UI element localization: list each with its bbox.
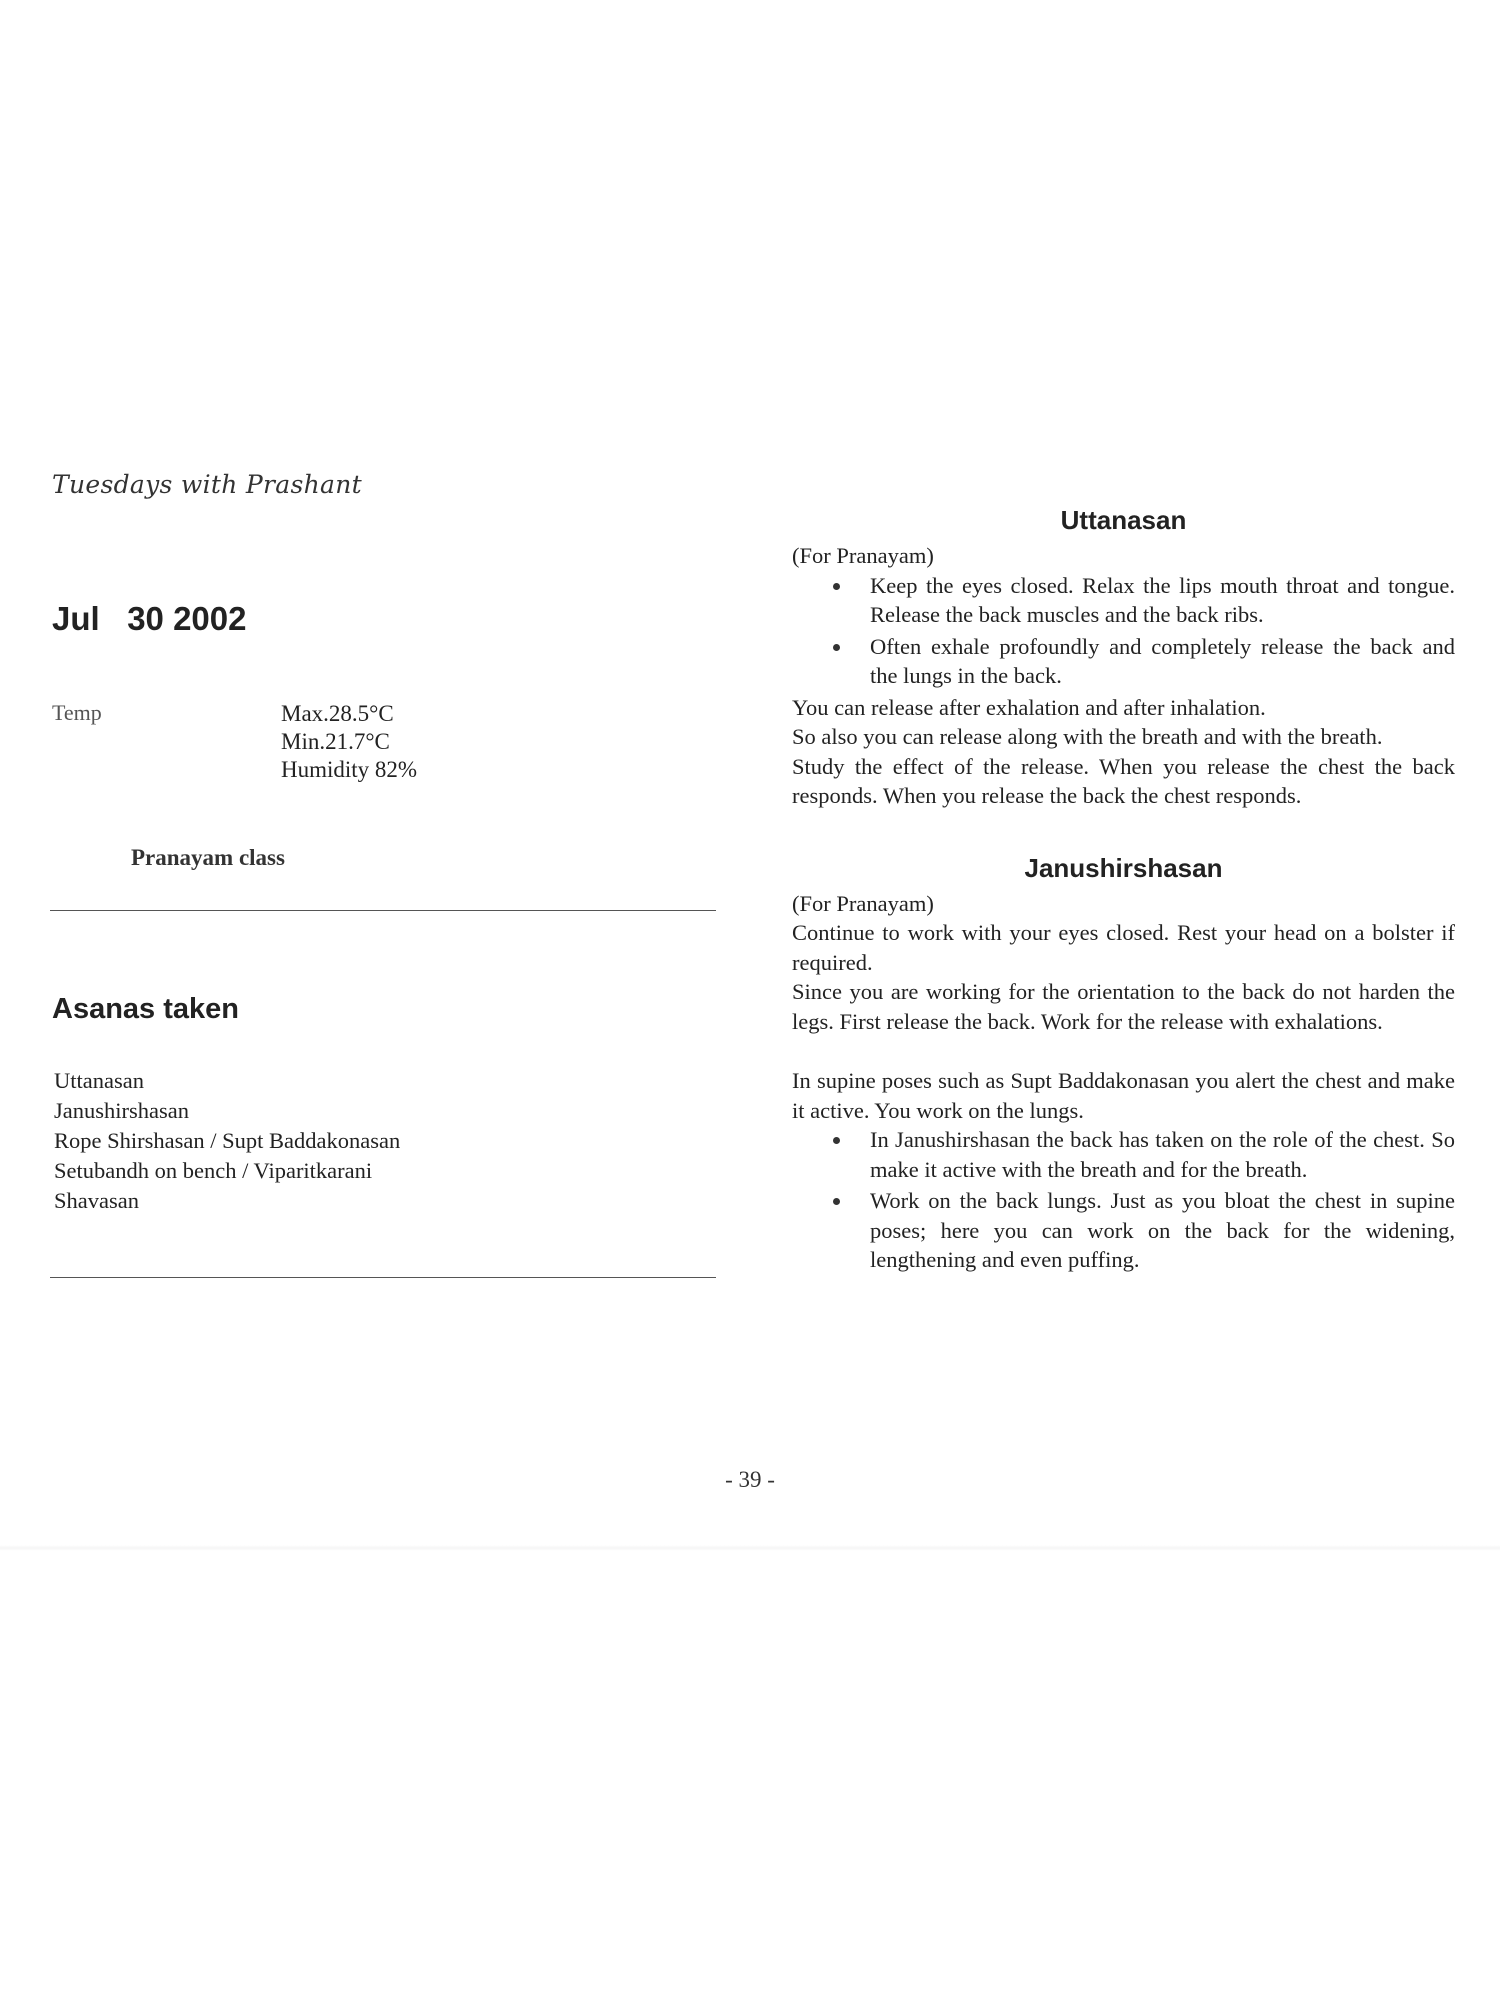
section-spacer — [792, 811, 1455, 851]
paragraph: So also you can release along with the breath and with the breath. — [792, 724, 1383, 749]
humidity: Humidity 82% — [281, 757, 418, 782]
bullet-list — [792, 571, 1455, 691]
bullet-list — [792, 1125, 1455, 1275]
temp-values — [281, 700, 417, 784]
asana-item: Janushirshasan — [54, 1098, 189, 1123]
temp-min: Min.21.7°C — [281, 729, 390, 754]
asana-item: Rope Shirshasan / Supt Baddakonasan — [54, 1128, 401, 1153]
temp-max: Max.28.5°C — [281, 701, 394, 726]
paragraph: In supine poses such as Supt Baddakonasan you alert the chest and make it active. You work on the lungs. — [792, 1068, 1455, 1123]
paragraph: Since you are working for the orientation to the back do not harden the legs. First release the back. Work for the release with exhalations. — [792, 979, 1455, 1034]
divider-bottom — [50, 1277, 716, 1278]
date-day-year: 30 2002 — [127, 600, 247, 637]
section-title-uttanasan: Uttanasan — [1060, 505, 1187, 535]
paragraph-spacer — [792, 1036, 1455, 1066]
section-title-janushirshasan: Janushirshasan — [1024, 852, 1223, 883]
book-title: Tuesdays with Prashant — [52, 470, 362, 499]
bullet-item: Often exhale profoundly and completely release the back and the lungs in the back. — [870, 632, 1455, 691]
notes-column — [792, 503, 1455, 1277]
divider-top — [50, 910, 716, 911]
page-number: - 39 - — [725, 1467, 775, 1492]
section-uttanasan — [792, 503, 1455, 811]
asana-item: Setubandh on bench / Viparitkarani — [54, 1158, 373, 1183]
class-name: Pranayam class — [131, 845, 285, 870]
asanas-heading: Asanas taken — [52, 993, 239, 1025]
bullet-item: Keep the eyes closed. Relax the lips mouth throat and tongue. Release the back muscles and the back ribs. — [870, 571, 1455, 630]
asanas-list — [54, 1066, 400, 1216]
scan-edge — [0, 1545, 1500, 1551]
paragraph: Study the effect of the release. When you release the chest the back responds. When you release the back the chest responds. — [792, 753, 1455, 808]
section-janushirshasan — [792, 851, 1455, 1275]
section-subtitle: (For Pranayam) — [792, 543, 934, 568]
temp-label: Temp — [52, 700, 102, 725]
section-subtitle: (For Pranayam) — [792, 890, 934, 916]
date-heading — [52, 600, 247, 638]
paragraph: Continue to work with your eyes closed. Rest your head on a bolster if required. — [792, 920, 1455, 975]
date-month: Jul — [52, 600, 100, 637]
asana-item: Shavasan — [54, 1188, 139, 1213]
bullet-item: Work on the back lungs. Just as you bloat the chest in supine poses; here you can work on the back for the widening, lengthening and even puffing. — [870, 1186, 1455, 1275]
asana-item: Uttanasan — [54, 1068, 144, 1093]
bullet-item: In Janushirshasan the back has taken on the role of the chest. So make it active with the breath and for the breath. — [870, 1125, 1455, 1184]
paragraph: You can release after exhalation and after inhalation. — [792, 694, 1266, 720]
